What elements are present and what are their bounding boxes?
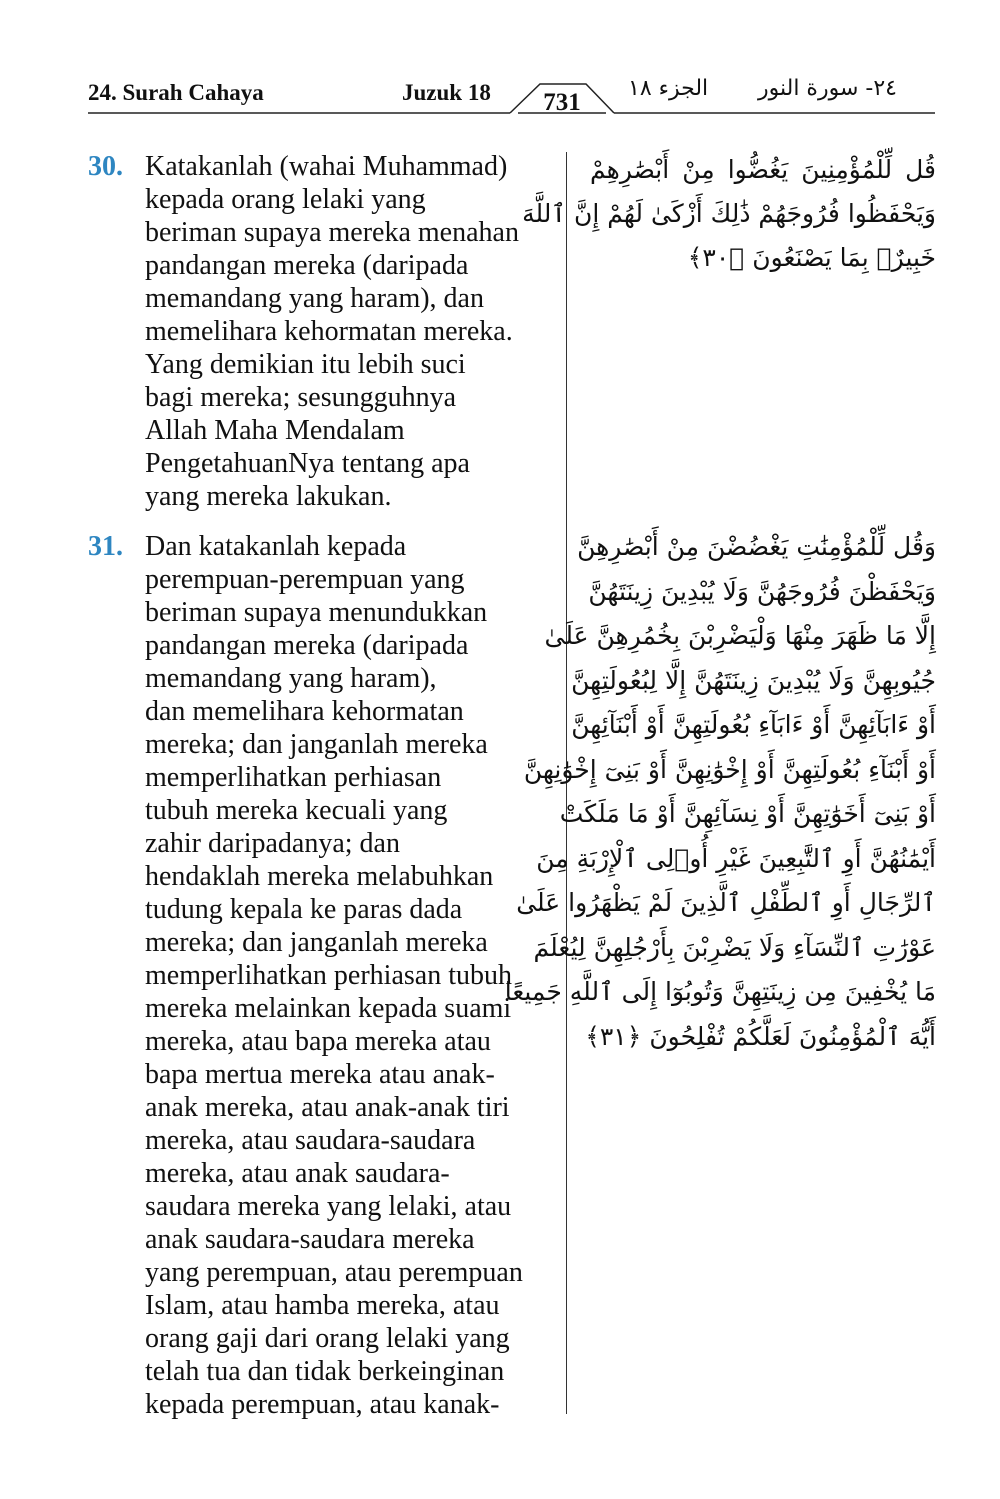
- text-line: anak saudara-saudara mereka: [145, 1224, 475, 1255]
- verse-arabic-30: [522, 148, 936, 280]
- arabic-line: قُل لِّلْمُؤْمِنِينَ يَغُضُّوا مِنْ أَبْصَٰرِهِمْ: [590, 155, 936, 184]
- text-line: hendaklah mereka melabuhkan: [145, 861, 494, 892]
- text-line: Islam, atau hamba mereka, atau: [145, 1290, 500, 1321]
- text-line: mereka, atau anak saudara-: [145, 1158, 450, 1189]
- text-line: saudara mereka yang lelaki, atau: [145, 1191, 512, 1222]
- text-line: yang mereka lakukan.: [145, 481, 392, 512]
- text-line: memperlihatkan perhiasan tubuh: [145, 960, 512, 991]
- text-line: tubuh mereka kecuali yang: [145, 795, 448, 826]
- text-line: pandangan mereka (daripada: [145, 630, 469, 661]
- text-line: anak mereka, atau anak-anak tiri: [145, 1092, 510, 1123]
- page-header: [0, 0, 1000, 125]
- text-line: beriman supaya mereka menahan: [145, 217, 519, 248]
- text-line: dan memelihara kehormatan: [145, 696, 464, 727]
- text-line: memperlihatkan perhiasan: [145, 762, 442, 793]
- text-line: mereka, atau saudara-saudara: [145, 1125, 476, 1156]
- text-line: mereka; dan janganlah mereka: [145, 927, 488, 958]
- arabic-line: أَوْ ءَابَآئِهِنَّ أَوْ ءَابَآءِ بُعُولَتِهِنَّ أَوْ أَبْنَآئِهِنَّ: [571, 710, 936, 739]
- text-line: memandang yang haram),: [145, 663, 437, 694]
- text-line: mereka; dan janganlah mereka: [145, 729, 488, 760]
- juz-arabic-label: الجزء ١٨: [628, 76, 709, 101]
- arabic-line: وَيَحْفَظْنَ فُرُوجَهُنَّ وَلَا يُبْدِينَ زِينَتَهُنَّ: [588, 576, 936, 606]
- arabic-line: وَيَحْفَظُوا فُرُوجَهُمْ ذَٰلِكَ أَزْكَىٰ لَهُمْ إِنَّ ٱللَّهَ: [522, 199, 936, 228]
- verse-number: 31.: [88, 531, 123, 562]
- text-line: bapa mertua mereka atau anak-: [145, 1059, 495, 1090]
- text-line: pandangan mereka (daripada: [145, 250, 469, 281]
- text-line: PengetahuanNya tentang apa: [145, 448, 470, 479]
- arabic-line: جُيُوبِهِنَّ وَلَا يُبْدِينَ زِينَتَهُنَّ إِلَّا لِبُعُولَتِهِنَّ: [571, 665, 936, 695]
- arabic-line: وَقُل لِّلْمُؤْمِنَٰتِ يَغْضُضْنَ مِنْ أَبْصَٰرِهِنَّ: [577, 532, 936, 561]
- arabic-line: أَيْمَٰنُهُنَّ أَوِ ٱلتَّٰبِعِينَ غَيْرِ أُو۟لِى ٱلْإِرْبَةِ مِنَ: [536, 843, 936, 873]
- header-rule: [0, 0, 1000, 125]
- text-line: tudung kepala ke paras dada: [145, 894, 463, 925]
- arabic-line: عَوْرَٰتِ ٱلنِّسَآءِ وَلَا يَضْرِبْنَ بِأَرْجُلِهِنَّ لِيُعْلَمَ: [533, 932, 936, 962]
- arabic-line: أَيُّهَ ٱلْمُؤْمِنُونَ لَعَلَّكُمْ تُفْلِحُونَ ﴿٣١﴾: [585, 1021, 936, 1051]
- arabic-line: أَوْ أَبْنَآءِ بُعُولَتِهِنَّ أَوْ إِخْوَٰنِهِنَّ أَوْ بَنِىٓ إِخْوَٰنِهِنَّ: [523, 754, 936, 784]
- surah-title: 24. Surah Cahaya: [88, 80, 264, 105]
- arabic-line: أَوْ بَنِىٓ أَخَوَٰتِهِنَّ أَوْ نِسَآئِهِنَّ أَوْ مَا مَلَكَتْ: [559, 799, 936, 828]
- text-line: memelihara kehormatan mereka.: [145, 316, 513, 347]
- verse-text: [145, 530, 565, 1421]
- arabic-line: خَبِيرٌۢ بِمَا يَصْنَعُونَ ﴿٣٠﴾: [687, 243, 936, 272]
- page-number: 731: [543, 89, 581, 116]
- verse-arabic-31: [504, 525, 936, 1059]
- text-line: Allah Maha Mendalam: [145, 415, 405, 446]
- text-line: kepada orang lelaki yang: [145, 184, 426, 215]
- text-line: orang gaji dari orang lelaki yang: [145, 1323, 510, 1354]
- verse-number: 30.: [88, 151, 123, 182]
- arabic-line: مَا يُخْفِينَ مِن زِينَتِهِنَّ وَتُوبُوٓا إِلَى ٱللَّهِ جَمِيعًا: [504, 977, 936, 1006]
- text-line: beriman supaya menundukkan: [145, 597, 488, 628]
- verse-text: [145, 150, 565, 513]
- text-line: Katakanlah (wahai Muhammad): [145, 151, 508, 182]
- text-line: telah tua dan tidak berkeinginan: [145, 1356, 505, 1387]
- text-line: Dan katakanlah kepada: [145, 531, 407, 562]
- text-line: zahir daripadanya; dan: [145, 828, 400, 859]
- surah-arabic-title: ٢٤- سورة النور: [758, 76, 897, 101]
- text-line: mereka, atau bapa mereka atau: [145, 1026, 491, 1057]
- arabic-line: ٱلرِّجَالِ أَوِ ٱلطِّفْلِ ٱلَّذِينَ لَمْ يَظْهَرُوا عَلَىٰ: [516, 888, 936, 917]
- arabic-line: إِلَّا مَا ظَهَرَ مِنْهَا وَلْيَضْرِبْنَ بِخُمُرِهِنَّ عَلَىٰ: [544, 621, 936, 650]
- text-line: yang perempuan, atau perempuan: [145, 1257, 523, 1288]
- text-line: bagi mereka; sesungguhnya: [145, 382, 457, 413]
- text-line: Yang demikian itu lebih suci: [145, 349, 466, 380]
- text-line: mereka melainkan kepada suami: [145, 993, 512, 1024]
- juzuk-label: Juzuk 18: [402, 80, 491, 105]
- text-line: memandang yang haram), dan: [145, 283, 484, 314]
- text-line: kepada perempuan, atau kanak-: [145, 1389, 500, 1420]
- text-line: perempuan-perempuan yang: [145, 564, 465, 595]
